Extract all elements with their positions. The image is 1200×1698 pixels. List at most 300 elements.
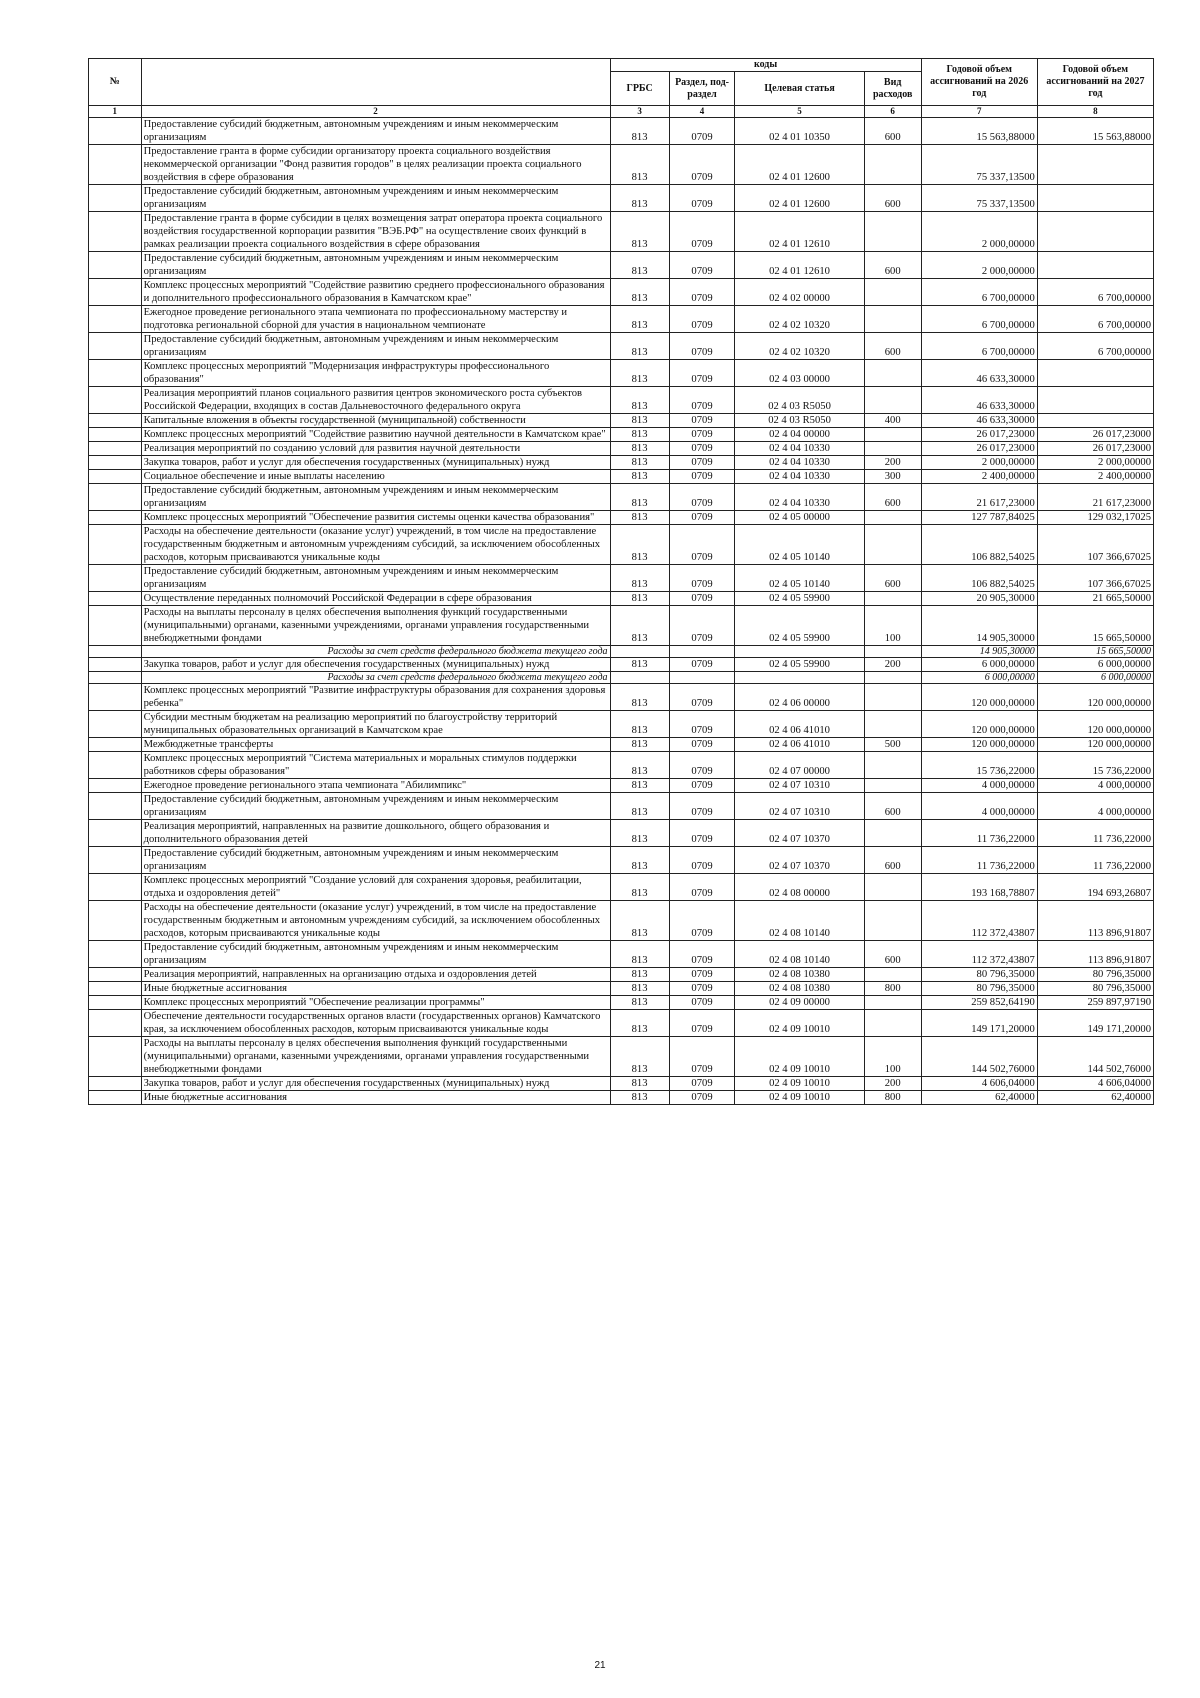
row-volume-2027-cell: 4 000,00000 (1037, 793, 1153, 820)
page-number: 21 (594, 1660, 606, 1671)
row-number-cell (89, 779, 142, 793)
row-volume-2027-cell: 11 736,22000 (1037, 820, 1153, 847)
row-section-cell: 0709 (669, 684, 735, 711)
row-grbs-cell: 813 (610, 820, 669, 847)
row-section-cell: 0709 (669, 212, 735, 252)
row-section-cell: 0709 (669, 414, 735, 428)
row-name-cell: Реализация мероприятий по созданию условий для развития научной деятельности (141, 442, 610, 456)
row-volume-2027-cell: 15 665,50000 (1037, 606, 1153, 646)
table-row (89, 752, 1154, 779)
row-name-cell: Предоставление субсидий бюджетным, автономным учреждениям и иным некоммерческим организациям (141, 565, 610, 592)
row-grbs-cell: 813 (610, 793, 669, 820)
row-target-cell: 02 4 03 00000 (735, 360, 864, 387)
row-type-cell: 800 (864, 982, 921, 996)
row-name-cell: Предоставление гранта в форме субсидии организатору проекта социального воздействия некоммерческой организации "Фонд развития городов" в целях реализации проекта социального воздействия в сфере образования (141, 145, 610, 185)
row-grbs-cell: 813 (610, 968, 669, 982)
row-number-cell (89, 565, 142, 592)
row-section-cell: 0709 (669, 592, 735, 606)
row-number-cell (89, 738, 142, 752)
row-section-cell: 0709 (669, 874, 735, 901)
row-grbs-cell: 813 (610, 185, 669, 212)
row-grbs-cell: 813 (610, 333, 669, 360)
header-volume-2026: Годовой объем ассигнований на 2026 год (921, 59, 1037, 106)
row-section-cell: 0709 (669, 428, 735, 442)
row-type-cell: 600 (864, 847, 921, 874)
row-type-cell: 600 (864, 333, 921, 360)
row-grbs-cell (610, 672, 669, 684)
row-section-cell: 0709 (669, 779, 735, 793)
row-name-cell: Расходы за счет средств федерального бюджета текущего года (141, 672, 610, 684)
row-grbs-cell: 813 (610, 592, 669, 606)
row-target-cell: 02 4 08 10380 (735, 968, 864, 982)
row-volume-2027-cell (1037, 252, 1153, 279)
row-number-cell (89, 982, 142, 996)
row-type-cell: 200 (864, 456, 921, 470)
row-volume-2027-cell: 107 366,67025 (1037, 525, 1153, 565)
row-number-cell (89, 525, 142, 565)
row-number-cell (89, 672, 142, 684)
column-number: 3 (610, 106, 669, 118)
row-volume-2027-cell: 194 693,26807 (1037, 874, 1153, 901)
row-grbs-cell: 813 (610, 306, 669, 333)
table-row (89, 901, 1154, 941)
row-volume-2026-cell: 4 000,00000 (921, 779, 1037, 793)
row-volume-2026-cell: 106 882,54025 (921, 525, 1037, 565)
table-row (89, 658, 1154, 672)
row-type-cell (864, 279, 921, 306)
row-grbs-cell: 813 (610, 565, 669, 592)
row-name-cell: Комплекс процессных мероприятий "Создание условий для сохранения здоровья, реабилитации, отдыха и оздоровления детей" (141, 874, 610, 901)
row-target-cell: 02 4 01 12610 (735, 252, 864, 279)
row-type-cell (864, 779, 921, 793)
row-volume-2026-cell: 46 633,30000 (921, 360, 1037, 387)
row-volume-2027-cell: 6 000,00000 (1037, 672, 1153, 684)
row-type-cell (864, 646, 921, 658)
row-volume-2026-cell: 6 000,00000 (921, 672, 1037, 684)
row-grbs-cell: 813 (610, 847, 669, 874)
row-volume-2027-cell: 129 032,17025 (1037, 511, 1153, 525)
row-name-cell: Предоставление субсидий бюджетным, автономным учреждениям и иным некоммерческим организациям (141, 333, 610, 360)
row-type-cell (864, 968, 921, 982)
row-name-cell: Комплекс процессных мероприятий "Обеспечение развития системы оценки качества образования" (141, 511, 610, 525)
row-target-cell: 02 4 01 10350 (735, 118, 864, 145)
row-name-cell: Расходы на выплаты персоналу в целях обеспечения выполнения функций государственными (муниципальными) органами, казенными учреждениями, органами управления государственными внебюджетными фондами (141, 606, 610, 646)
row-number-cell (89, 252, 142, 279)
row-number-cell (89, 1010, 142, 1037)
table-row (89, 711, 1154, 738)
row-target-cell: 02 4 05 59900 (735, 592, 864, 606)
row-section-cell: 0709 (669, 711, 735, 738)
row-section-cell: 0709 (669, 1077, 735, 1091)
row-type-cell (864, 387, 921, 414)
row-volume-2026-cell: 4 606,04000 (921, 1077, 1037, 1091)
row-grbs-cell: 813 (610, 752, 669, 779)
row-volume-2027-cell (1037, 414, 1153, 428)
table-row (89, 470, 1154, 484)
table-row (89, 456, 1154, 470)
table-row (89, 1077, 1154, 1091)
row-type-cell: 100 (864, 606, 921, 646)
row-section-cell: 0709 (669, 525, 735, 565)
row-type-cell (864, 996, 921, 1010)
row-number-cell (89, 118, 142, 145)
row-name-cell: Капитальные вложения в объекты государственной (муниципальной) собственности (141, 414, 610, 428)
column-number: 1 (89, 106, 142, 118)
row-grbs-cell: 813 (610, 1037, 669, 1077)
row-target-cell: 02 4 06 41010 (735, 738, 864, 752)
row-target-cell: 02 4 05 59900 (735, 606, 864, 646)
row-number-cell (89, 484, 142, 511)
row-target-cell: 02 4 02 10320 (735, 333, 864, 360)
row-section-cell: 0709 (669, 941, 735, 968)
row-volume-2027-cell: 80 796,35000 (1037, 982, 1153, 996)
row-target-cell (735, 646, 864, 658)
row-target-cell: 02 4 04 10330 (735, 456, 864, 470)
row-grbs-cell: 813 (610, 738, 669, 752)
row-volume-2026-cell: 80 796,35000 (921, 968, 1037, 982)
row-section-cell: 0709 (669, 1037, 735, 1077)
row-volume-2026-cell: 11 736,22000 (921, 847, 1037, 874)
row-type-cell (864, 711, 921, 738)
row-section-cell: 0709 (669, 901, 735, 941)
table-row (89, 212, 1154, 252)
table-row (89, 252, 1154, 279)
table-row (89, 360, 1154, 387)
row-volume-2026-cell: 106 882,54025 (921, 565, 1037, 592)
row-section-cell: 0709 (669, 658, 735, 672)
row-section-cell: 0709 (669, 145, 735, 185)
row-volume-2026-cell: 75 337,13500 (921, 145, 1037, 185)
row-type-cell: 500 (864, 738, 921, 752)
row-number-cell (89, 428, 142, 442)
row-section-cell: 0709 (669, 470, 735, 484)
row-type-cell: 600 (864, 793, 921, 820)
row-type-cell (864, 511, 921, 525)
row-grbs-cell: 813 (610, 874, 669, 901)
row-target-cell: 02 4 07 00000 (735, 752, 864, 779)
row-type-cell: 400 (864, 414, 921, 428)
row-volume-2026-cell: 2 000,00000 (921, 252, 1037, 279)
row-type-cell (864, 752, 921, 779)
row-number-cell (89, 592, 142, 606)
row-name-cell: Предоставление субсидий бюджетным, автономным учреждениям и иным некоммерческим организациям (141, 941, 610, 968)
row-volume-2026-cell: 120 000,00000 (921, 684, 1037, 711)
row-section-cell: 0709 (669, 1010, 735, 1037)
header-section: Раздел, под-раздел (669, 72, 735, 106)
row-volume-2027-cell: 11 736,22000 (1037, 847, 1153, 874)
row-name-cell: Реализация мероприятий, направленных на развитие дошкольного, общего образования и дополнительного образования детей (141, 820, 610, 847)
row-number-cell (89, 996, 142, 1010)
row-target-cell: 02 4 02 10320 (735, 306, 864, 333)
table-row (89, 793, 1154, 820)
row-target-cell: 02 4 05 10140 (735, 525, 864, 565)
row-name-cell: Закупка товаров, работ и услуг для обеспечения государственных (муниципальных) нужд (141, 658, 610, 672)
row-volume-2026-cell: 144 502,76000 (921, 1037, 1037, 1077)
table-row (89, 565, 1154, 592)
row-type-cell (864, 592, 921, 606)
row-grbs-cell: 813 (610, 212, 669, 252)
row-target-cell: 02 4 01 12610 (735, 212, 864, 252)
row-type-cell: 600 (864, 252, 921, 279)
row-name-cell: Комплекс процессных мероприятий "Развитие инфраструктуры образования для сохранения здоровья ребенка" (141, 684, 610, 711)
row-name-cell: Межбюджетные трансферты (141, 738, 610, 752)
row-grbs-cell: 813 (610, 1010, 669, 1037)
row-volume-2026-cell: 149 171,20000 (921, 1010, 1037, 1037)
row-volume-2027-cell: 2 400,00000 (1037, 470, 1153, 484)
row-volume-2026-cell: 259 852,64190 (921, 996, 1037, 1010)
column-number: 5 (735, 106, 864, 118)
row-volume-2026-cell: 4 000,00000 (921, 793, 1037, 820)
row-volume-2027-cell: 2 000,00000 (1037, 456, 1153, 470)
row-type-cell: 200 (864, 658, 921, 672)
row-section-cell: 0709 (669, 738, 735, 752)
row-grbs-cell: 813 (610, 484, 669, 511)
row-number-cell (89, 1091, 142, 1105)
table-row (89, 511, 1154, 525)
row-section-cell: 0709 (669, 511, 735, 525)
row-volume-2027-cell: 6 000,00000 (1037, 658, 1153, 672)
row-number-cell (89, 684, 142, 711)
row-name-cell: Предоставление гранта в форме субсидии в целях возмещения затрат оператора проекта социального воздействия государственной корпорации развития "ВЭБ.РФ" на осуществление своих функций в рамках реализации проекта социального воздействия в сфере образования (141, 212, 610, 252)
row-volume-2027-cell: 113 896,91807 (1037, 901, 1153, 941)
column-number: 7 (921, 106, 1037, 118)
row-section-cell: 0709 (669, 118, 735, 145)
row-volume-2026-cell: 120 000,00000 (921, 738, 1037, 752)
row-grbs-cell: 813 (610, 470, 669, 484)
row-type-cell: 300 (864, 470, 921, 484)
row-type-cell (864, 145, 921, 185)
row-target-cell: 02 4 09 10010 (735, 1077, 864, 1091)
row-name-cell: Реализация мероприятий, направленных на организацию отдыха и оздоровления детей (141, 968, 610, 982)
row-grbs-cell: 813 (610, 145, 669, 185)
row-volume-2027-cell: 4 000,00000 (1037, 779, 1153, 793)
row-volume-2027-cell: 113 896,91807 (1037, 941, 1153, 968)
row-number-cell (89, 279, 142, 306)
row-section-cell: 0709 (669, 752, 735, 779)
row-section-cell: 0709 (669, 387, 735, 414)
row-volume-2027-cell: 120 000,00000 (1037, 684, 1153, 711)
row-name-cell: Предоставление субсидий бюджетным, автономным учреждениям и иным некоммерческим организациям (141, 118, 610, 145)
row-volume-2026-cell: 62,40000 (921, 1091, 1037, 1105)
header-codes: коды (610, 59, 921, 72)
column-number: 2 (141, 106, 610, 118)
row-grbs-cell: 813 (610, 711, 669, 738)
header-number: № (89, 59, 142, 106)
row-volume-2027-cell (1037, 360, 1153, 387)
table-row (89, 333, 1154, 360)
row-number-cell (89, 658, 142, 672)
row-name-cell: Комплекс процессных мероприятий "Обеспечение реализации программы" (141, 996, 610, 1010)
row-volume-2026-cell: 112 372,43807 (921, 941, 1037, 968)
row-name-cell: Комплекс процессных мероприятий "Содействие развитию среднего профессионального образования и дополнительного профессионального образования в Камчатском крае" (141, 279, 610, 306)
row-name-cell: Расходы за счет средств федерального бюджета текущего года (141, 646, 610, 658)
row-volume-2026-cell: 127 787,84025 (921, 511, 1037, 525)
row-target-cell: 02 4 07 10310 (735, 779, 864, 793)
column-number: 6 (864, 106, 921, 118)
row-volume-2026-cell: 15 563,88000 (921, 118, 1037, 145)
row-volume-2027-cell (1037, 212, 1153, 252)
row-target-cell: 02 4 01 12600 (735, 185, 864, 212)
table-body (89, 118, 1154, 1105)
row-target-cell: 02 4 07 10310 (735, 793, 864, 820)
row-volume-2027-cell: 21 617,23000 (1037, 484, 1153, 511)
row-number-cell (89, 360, 142, 387)
row-number-cell (89, 145, 142, 185)
row-volume-2027-cell: 15 665,50000 (1037, 646, 1153, 658)
row-number-cell (89, 511, 142, 525)
row-grbs-cell: 813 (610, 279, 669, 306)
row-volume-2026-cell: 46 633,30000 (921, 414, 1037, 428)
table-row (89, 387, 1154, 414)
table-row (89, 1091, 1154, 1105)
row-volume-2027-cell: 144 502,76000 (1037, 1037, 1153, 1077)
row-number-cell (89, 185, 142, 212)
row-name-cell: Ежегодное проведение регионального этапа чемпионата "Абилимпикс" (141, 779, 610, 793)
row-volume-2026-cell: 2 000,00000 (921, 212, 1037, 252)
row-number-cell (89, 941, 142, 968)
row-target-cell: 02 4 06 00000 (735, 684, 864, 711)
row-name-cell: Реализация мероприятий планов социального развития центров экономического роста субъектов Российской Федерации, входящих в состав Дальневосточного федерального округа (141, 387, 610, 414)
row-number-cell (89, 1037, 142, 1077)
row-number-cell (89, 306, 142, 333)
row-number-cell (89, 874, 142, 901)
row-grbs-cell (610, 646, 669, 658)
table-row (89, 592, 1154, 606)
row-name-cell: Расходы на выплаты персоналу в целях обеспечения выполнения функций государственными (муниципальными) органами, казенными учреждениями, органами управления государственными внебюджетными фондами (141, 1037, 610, 1077)
row-volume-2027-cell: 6 700,00000 (1037, 279, 1153, 306)
row-number-cell (89, 968, 142, 982)
table-row (89, 1010, 1154, 1037)
row-name-cell: Комплекс процессных мероприятий "Содействие развитию научной деятельности в Камчатском крае" (141, 428, 610, 442)
table-row (89, 779, 1154, 793)
table-subrow (89, 672, 1154, 684)
row-number-cell (89, 901, 142, 941)
row-name-cell: Социальное обеспечение и иные выплаты населению (141, 470, 610, 484)
row-name-cell: Закупка товаров, работ и услуг для обеспечения государственных (муниципальных) нужд (141, 1077, 610, 1091)
table-row (89, 941, 1154, 968)
row-type-cell: 200 (864, 1077, 921, 1091)
row-type-cell (864, 306, 921, 333)
row-number-cell (89, 793, 142, 820)
row-target-cell: 02 4 09 10010 (735, 1037, 864, 1077)
row-type-cell (864, 212, 921, 252)
row-volume-2026-cell: 2 400,00000 (921, 470, 1037, 484)
row-type-cell: 800 (864, 1091, 921, 1105)
row-grbs-cell: 813 (610, 779, 669, 793)
row-type-cell (864, 874, 921, 901)
row-volume-2026-cell: 6 700,00000 (921, 279, 1037, 306)
row-volume-2027-cell (1037, 185, 1153, 212)
row-volume-2026-cell: 26 017,23000 (921, 442, 1037, 456)
row-section-cell: 0709 (669, 456, 735, 470)
row-volume-2026-cell: 75 337,13500 (921, 185, 1037, 212)
row-section-cell: 0709 (669, 982, 735, 996)
row-section-cell: 0709 (669, 565, 735, 592)
header-volume-2027: Годовой объем ассигнований на 2027 год (1037, 59, 1153, 106)
row-number-cell (89, 646, 142, 658)
table-row (89, 279, 1154, 306)
row-section-cell: 0709 (669, 793, 735, 820)
row-volume-2027-cell (1037, 387, 1153, 414)
row-volume-2027-cell (1037, 145, 1153, 185)
row-section-cell: 0709 (669, 185, 735, 212)
row-volume-2027-cell: 15 563,88000 (1037, 118, 1153, 145)
row-volume-2026-cell: 46 633,30000 (921, 387, 1037, 414)
row-name-cell: Иные бюджетные ассигнования (141, 1091, 610, 1105)
row-type-cell (864, 442, 921, 456)
table-row (89, 525, 1154, 565)
row-number-cell (89, 333, 142, 360)
row-name-cell: Предоставление субсидий бюджетным, автономным учреждениям и иным некоммерческим организациям (141, 185, 610, 212)
row-section-cell (669, 646, 735, 658)
row-grbs-cell: 813 (610, 414, 669, 428)
row-number-cell (89, 711, 142, 738)
row-name-cell: Закупка товаров, работ и услуг для обеспечения государственных (муниципальных) нужд (141, 456, 610, 470)
row-volume-2027-cell: 259 897,97190 (1037, 996, 1153, 1010)
row-grbs-cell: 813 (610, 684, 669, 711)
row-section-cell: 0709 (669, 847, 735, 874)
row-number-cell (89, 820, 142, 847)
row-target-cell: 02 4 07 10370 (735, 847, 864, 874)
row-volume-2027-cell: 62,40000 (1037, 1091, 1153, 1105)
row-volume-2027-cell: 120 000,00000 (1037, 738, 1153, 752)
row-number-cell (89, 442, 142, 456)
table-row (89, 145, 1154, 185)
row-volume-2027-cell: 6 700,00000 (1037, 333, 1153, 360)
row-volume-2027-cell: 4 606,04000 (1037, 1077, 1153, 1091)
row-target-cell: 02 4 03 R5050 (735, 387, 864, 414)
table-row (89, 606, 1154, 646)
row-grbs-cell: 813 (610, 387, 669, 414)
row-target-cell: 02 4 09 10010 (735, 1010, 864, 1037)
row-grbs-cell: 813 (610, 428, 669, 442)
row-target-cell: 02 4 08 10140 (735, 941, 864, 968)
row-type-cell (864, 1010, 921, 1037)
row-number-cell (89, 470, 142, 484)
row-volume-2027-cell: 80 796,35000 (1037, 968, 1153, 982)
row-type-cell (864, 684, 921, 711)
row-name-cell: Субсидии местным бюджетам на реализацию мероприятий по благоустройству территорий муниципальных образовательных организаций в Камчатском крае (141, 711, 610, 738)
row-type-cell (864, 901, 921, 941)
row-volume-2027-cell: 120 000,00000 (1037, 711, 1153, 738)
row-volume-2027-cell: 15 736,22000 (1037, 752, 1153, 779)
row-target-cell: 02 4 05 10140 (735, 565, 864, 592)
row-name-cell: Предоставление субсидий бюджетным, автономным учреждениям и иным некоммерческим организациям (141, 793, 610, 820)
table-row (89, 684, 1154, 711)
row-type-cell (864, 428, 921, 442)
row-number-cell (89, 1077, 142, 1091)
budget-table (88, 58, 1154, 1105)
table-row (89, 874, 1154, 901)
row-name-cell: Комплекс процессных мероприятий "Система материальных и моральных стимулов поддержки работников сферы образования" (141, 752, 610, 779)
row-volume-2026-cell: 112 372,43807 (921, 901, 1037, 941)
table-row (89, 185, 1154, 212)
header-grbs: ГРБС (610, 72, 669, 106)
row-grbs-cell: 813 (610, 456, 669, 470)
row-grbs-cell: 813 (610, 982, 669, 996)
header-expense-type: Вид расходов (864, 72, 921, 106)
row-volume-2027-cell: 149 171,20000 (1037, 1010, 1153, 1037)
row-section-cell: 0709 (669, 333, 735, 360)
table-row (89, 428, 1154, 442)
table-row (89, 968, 1154, 982)
row-target-cell: 02 4 04 10330 (735, 470, 864, 484)
row-number-cell (89, 387, 142, 414)
row-section-cell: 0709 (669, 442, 735, 456)
row-section-cell: 0709 (669, 968, 735, 982)
row-name-cell: Предоставление субсидий бюджетным, автономным учреждениям и иным некоммерческим организациям (141, 847, 610, 874)
row-target-cell: 02 4 03 R5050 (735, 414, 864, 428)
